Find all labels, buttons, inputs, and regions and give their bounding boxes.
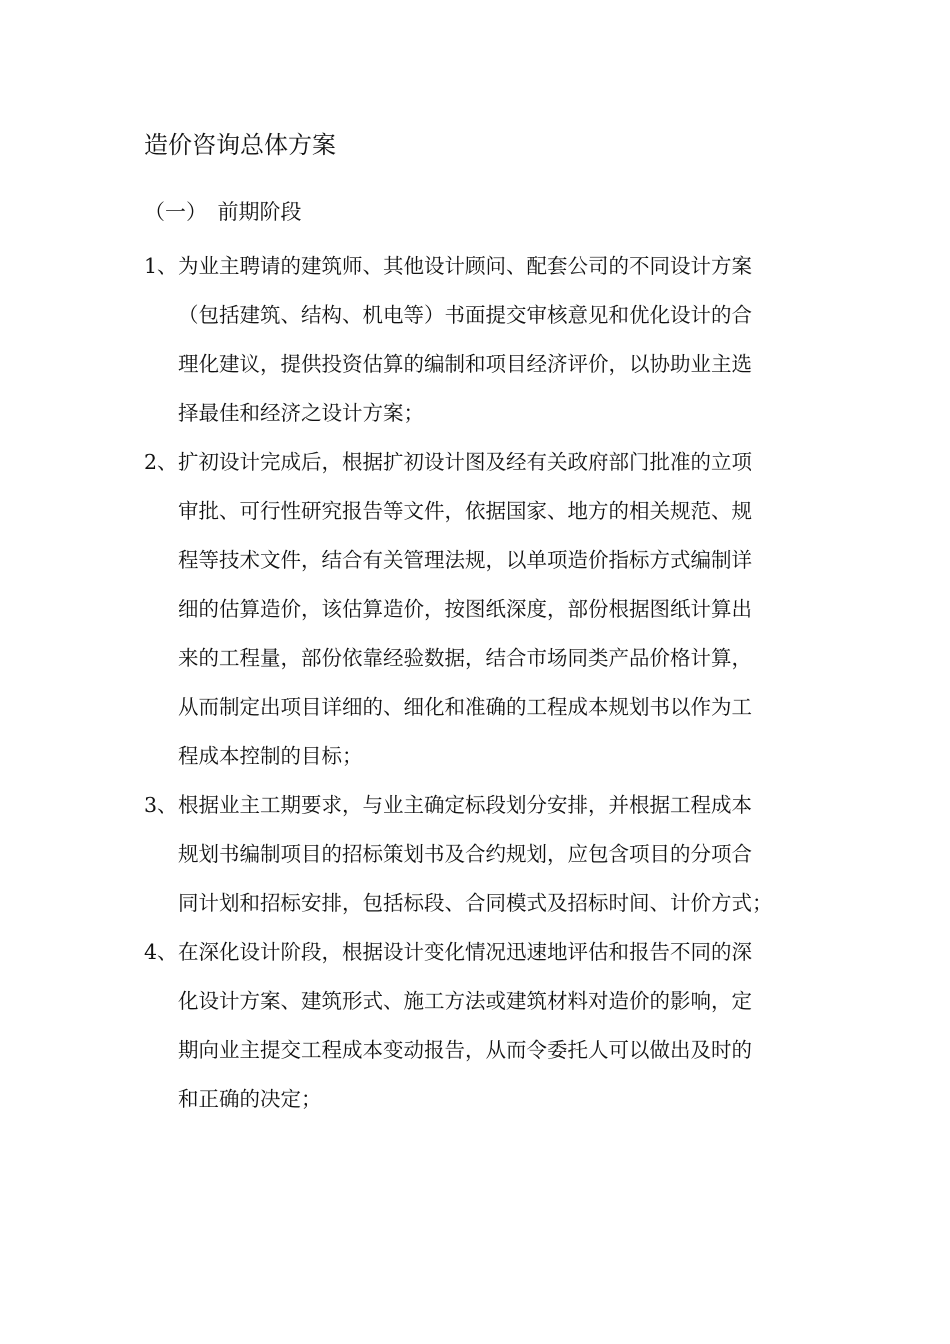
list-item-number: 3、 bbox=[144, 793, 178, 817]
list-item-3 bbox=[144, 781, 814, 928]
list-item-line: 程成本控制的目标； bbox=[178, 744, 363, 768]
list-item-line: 审批、可行性研究报告等文件，依据国家、地方的相关规范、规 bbox=[178, 499, 752, 523]
list-item-line: 程等技术文件，结合有关管理法规，以单项造价指标方式编制详 bbox=[178, 548, 752, 572]
list-item-line: 在深化设计阶段，根据设计变化情况迅速地评估和报告不同的深 bbox=[178, 940, 752, 964]
list-item-1 bbox=[144, 242, 814, 438]
list-item-4 bbox=[144, 928, 814, 1124]
list-item-2 bbox=[144, 438, 814, 781]
list-item-line: 和正确的决定； bbox=[178, 1087, 322, 1111]
list-item-line: 规划书编制项目的招标策划书及合约规划，应包含项目的分项合 bbox=[178, 842, 752, 866]
list-item-number: 2、 bbox=[144, 450, 178, 474]
list-item-line: 从而制定出项目详细的、细化和准确的工程成本规划书以作为工 bbox=[178, 695, 752, 719]
list-item-line: 择最佳和经济之设计方案； bbox=[178, 401, 424, 425]
list-item-line: 为业主聘请的建筑师、其他设计顾问、配套公司的不同设计方案 bbox=[178, 254, 752, 278]
list-item-line: （包括建筑、结构、机电等）书面提交审核意见和优化设计的合 bbox=[178, 303, 752, 327]
list-item-line: 细的估算造价，该估算造价，按图纸深度，部份根据图纸计算出 bbox=[178, 597, 752, 621]
list-item-line: 同计划和招标安排，包括标段、合同模式及招标时间、计价方式； bbox=[178, 891, 773, 915]
list-item-line: 扩初设计完成后，根据扩初设计图及经有关政府部门批准的立项 bbox=[178, 450, 752, 474]
list-item-line: 化设计方案、建筑形式、施工方法或建筑材料对造价的影响，定 bbox=[178, 989, 752, 1013]
numbered-list bbox=[144, 242, 814, 1124]
list-item-line: 期向业主提交工程成本变动报告，从而令委托人可以做出及时的 bbox=[178, 1038, 752, 1062]
list-item-line: 根据业主工期要求，与业主确定标段划分安排，并根据工程成本 bbox=[178, 793, 752, 817]
list-item-number: 1、 bbox=[144, 254, 178, 278]
list-item-line: 理化建议，提供投资估算的编制和项目经济评价，以协助业主选 bbox=[178, 352, 752, 376]
list-item-number: 4、 bbox=[144, 940, 178, 964]
document-title: 造价咨询总体方案 bbox=[144, 131, 336, 159]
list-item-line: 来的工程量，部份依靠经验数据，结合市场同类产品价格计算， bbox=[178, 646, 752, 670]
section-heading: （一） 前期阶段 bbox=[144, 200, 302, 224]
